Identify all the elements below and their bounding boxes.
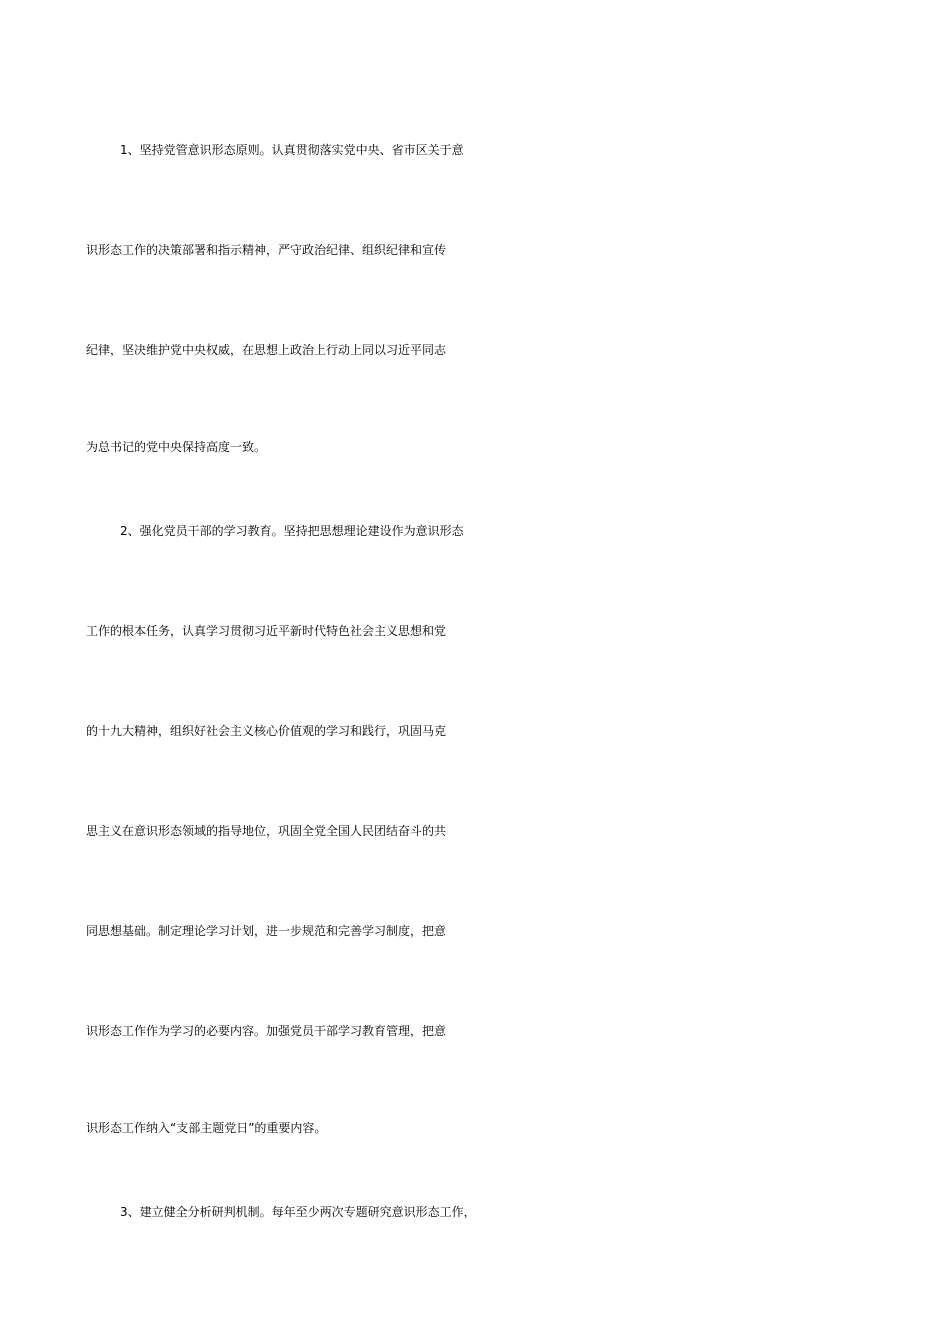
paragraph-2-line-1: 2、强化党员干部的学习教育。坚持把思想理论建设作为意识形态 — [120, 524, 464, 538]
paragraph-3-line-1: 3、建立健全分析研判机制。每年至少两次专题研究意识形态工作， — [120, 1205, 476, 1219]
paragraph-2-line-2: 工作的根本任务，认真学习贯彻习近平新时代特色社会主义思想和党 — [86, 624, 447, 638]
paragraph-2-line-4: 思主义在意识形态领域的指导地位，巩固全党全国人民团结奋斗的共 — [86, 824, 447, 838]
paragraph-1-line-2: 识形态工作的决策部署和指示精神，严守政治纪律、组织纪律和宣传 — [86, 243, 447, 257]
paragraph-2-line-5: 同思想基础。制定理论学习计划，进一步规范和完善学习制度，把意 — [86, 924, 447, 938]
paragraph-1-line-1: 1、坚持党管意识形态原则。认真贯彻落实党中央、省市区关于意 — [120, 143, 464, 157]
paragraph-2-line-7: 识形态工作纳入“支部主题党日”的重要内容。 — [86, 1121, 327, 1135]
paragraph-1-line-4: 为总书记的党中央保持高度一致。 — [86, 440, 267, 454]
paragraph-1-line-3: 纪律，坚决维护党中央权威，在思想上政治上行动上同以习近平同志 — [86, 343, 447, 357]
paragraph-2-line-6: 识形态工作作为学习的必要内容。加强党员干部学习教育管理，把意 — [86, 1024, 447, 1038]
paragraph-2-line-3: 的十九大精神，组织好社会主义核心价值观的学习和践行，巩固马克 — [86, 724, 447, 738]
